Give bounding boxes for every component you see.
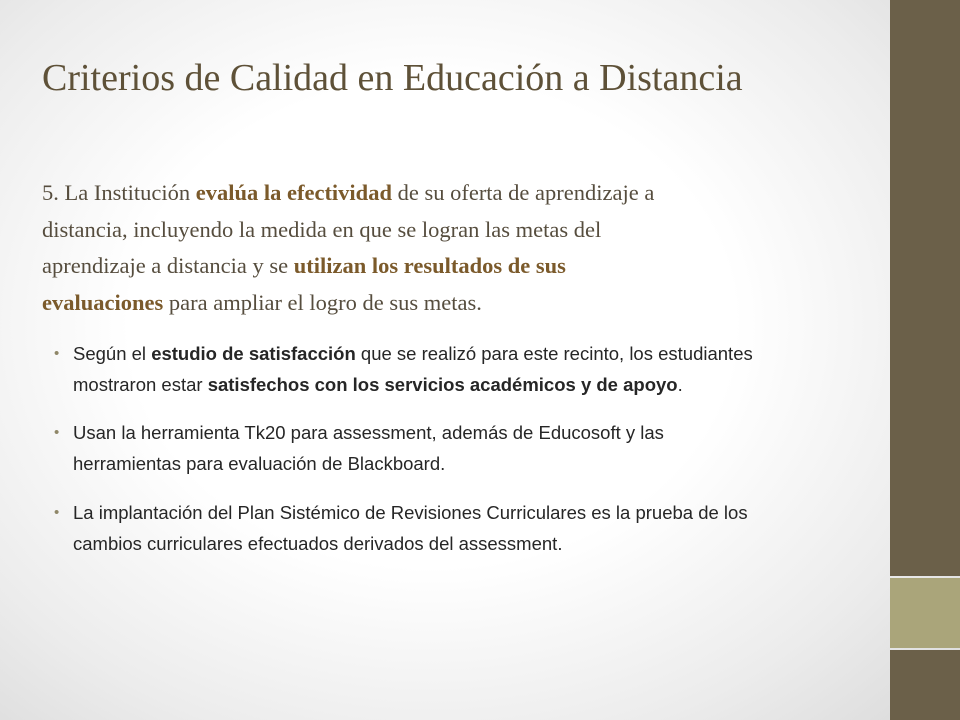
bullet-line-text: herramientas para evaluación de Blackboard. — [73, 453, 446, 474]
bullet-line — [73, 528, 748, 559]
bullet-marker: • — [54, 345, 60, 362]
bullet-text — [73, 417, 664, 479]
bullet-marker: • — [54, 424, 60, 441]
bullet-line-text: Usan la herramienta Tk20 para assessment, además de Educosoft y las — [73, 422, 664, 443]
bullet-marker: • — [54, 504, 60, 521]
bullet-line-text: cambios curriculares efectuados derivados del assessment. — [73, 533, 563, 554]
bullet-line — [73, 448, 664, 479]
bullet-line — [73, 369, 753, 400]
bullet-line — [73, 338, 753, 369]
sidebar-bar-bottom — [890, 650, 960, 720]
paragraph-text: 5. La Institución — [42, 180, 196, 205]
paragraph-text: distancia, incluyendo la medida en que se logran las metas del — [42, 216, 602, 242]
bullet-text — [73, 497, 748, 559]
paragraph-emphasis: evaluaciones — [42, 289, 164, 315]
bullet-line-text: mostraron estar — [73, 374, 208, 395]
paragraph-emphasis: utilizan los resultados de sus — [293, 253, 566, 278]
paragraph-line — [42, 285, 654, 322]
sidebar-bar-top — [890, 0, 960, 576]
sidebar-accent-band — [890, 578, 960, 648]
bullet-emphasis: satisfechos con los servicios académicos y de apoyo — [207, 374, 678, 395]
bullet-line-text: que se realizó para este recinto, los estudiantes — [355, 343, 753, 364]
bullet-emphasis: estudio de satisfacción — [151, 343, 356, 364]
paragraph-text: para ampliar el logro de sus metas. — [163, 289, 482, 315]
bullet-line-text: La implantación del Plan Sistémico de Revisiones Curriculares es la prueba de los — [73, 502, 748, 523]
slide-title: Criterios de Calidad en Educación a Distancia — [42, 57, 743, 99]
paragraph-emphasis: evalúa la efectividad — [195, 180, 392, 205]
paragraph-line — [42, 212, 654, 249]
paragraph-text: aprendizaje a distancia y se — [42, 253, 294, 278]
paragraph-line — [42, 175, 654, 212]
bullet-line-text: . — [677, 374, 683, 395]
bullet-line — [73, 497, 748, 528]
body-paragraph — [42, 175, 654, 321]
paragraph-line — [42, 248, 654, 285]
paragraph-text: de su oferta de aprendizaje a — [391, 180, 655, 205]
bullet-line-text: Según el — [73, 343, 152, 364]
bullet-text — [73, 338, 753, 400]
bullet-line — [73, 417, 664, 448]
